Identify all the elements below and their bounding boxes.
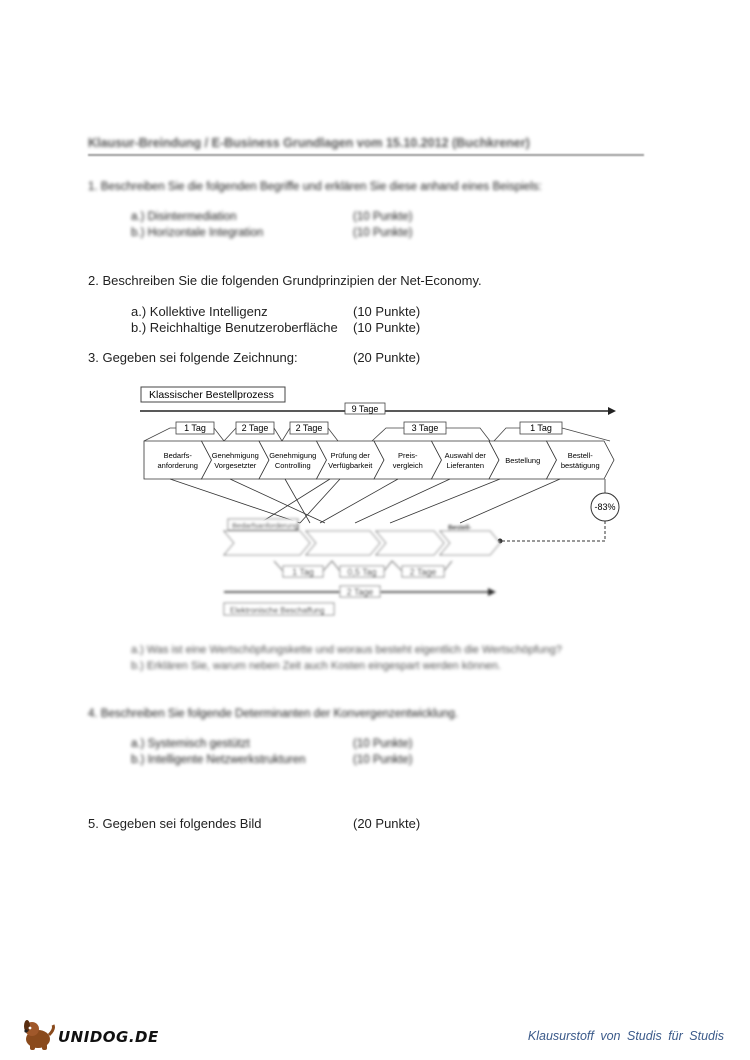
- process-step-8-label: bestätigung: [560, 461, 600, 470]
- diagram-title: Klassischer Bestellprozess: [149, 389, 274, 401]
- process-step-4-label: Prüfung der: [330, 451, 370, 460]
- header-rule: [88, 154, 644, 156]
- process-step-5: [374, 441, 442, 479]
- duration-2: 2 Tage: [241, 423, 269, 433]
- process-step-7-label: Bestellung: [505, 456, 541, 465]
- q1-item-b: b.) Horizontale Integration: [131, 227, 264, 239]
- step-connectors: [170, 479, 560, 523]
- process-step-2: [202, 441, 270, 479]
- process-step-8: [547, 441, 615, 479]
- lower-first-label: Bedarfsanforderung: [232, 521, 299, 530]
- reduction-value: -83%: [594, 502, 616, 512]
- q1-item-b-points: (10 Punkte): [353, 227, 413, 239]
- question-1: 1. Beschreiben Sie die folgenden Begriffe und erklären Sie diese anhand eines Beispiels:: [88, 181, 542, 193]
- process-step-1-label: Bedarfs-: [163, 451, 192, 460]
- process-step-3-label: Genehmigung: [269, 451, 317, 460]
- q4-item-a-points: (10 Punkte): [353, 738, 413, 750]
- duration-5: 1 Tag: [530, 423, 552, 433]
- process-step-1-label: anforderung: [157, 461, 198, 470]
- q3-question-a: a.) Was ist eine Wertschöpfungskette und woraus besteht eigentlich die Wertschöpfung?: [131, 644, 562, 656]
- process-step-6: [432, 441, 500, 479]
- dog-logo-icon: [20, 1017, 56, 1051]
- lower-total: 2 Tage: [346, 587, 374, 597]
- q2-item-a-points: (10 Punkte): [353, 304, 421, 319]
- q1-item-a-points: (10 Punkte): [353, 211, 413, 223]
- duration-boxes: [176, 422, 562, 434]
- process-step-2-label: Genehmigung: [211, 451, 259, 460]
- footer-tagline: Klausurstoff von Studis für Studis: [527, 1029, 724, 1043]
- lower-duration-3: 2 Tage: [409, 567, 437, 577]
- q2-item-a: a.) Kollektive Intelligenz: [131, 304, 268, 319]
- q4-item-b: b.) Intelligente Netzwerkstrukturen: [131, 754, 306, 766]
- process-step-3: [259, 441, 327, 479]
- q4-item-a: a.) Systemisch gestützt: [131, 738, 250, 750]
- process-step-1: [144, 441, 212, 479]
- process-step-6-label: Lieferanten: [446, 461, 485, 470]
- lower-duration-2: 0,5 Tag: [347, 567, 377, 577]
- total-days: 9 Tage: [351, 404, 379, 414]
- duration-3: 2 Tage: [295, 423, 323, 433]
- process-steps: [144, 441, 614, 479]
- process-step-6-label: Auswahl der: [444, 451, 486, 460]
- question-2: 2. Beschreiben Sie die folgenden Grundprinzipien der Net-Economy.: [88, 273, 482, 288]
- process-step-8-label: Bestell-: [567, 451, 593, 460]
- process-step-3-label: Controlling: [274, 461, 311, 470]
- q1-item-a: a.) Disintermediation: [131, 211, 237, 223]
- question-5-points: (20 Punkte): [353, 816, 421, 831]
- total-time-arrowhead: [608, 407, 616, 415]
- q2-item-b-points: (10 Punkte): [353, 320, 421, 335]
- question-4: 4. Beschreiben Sie folgende Determinanten der Konvergenzentwicklung.: [88, 708, 459, 720]
- duration-1: 1 Tag: [184, 423, 206, 433]
- process-step-5-label: Preis-: [397, 451, 418, 460]
- q4-item-b-points: (10 Punkte): [353, 754, 413, 766]
- question-3-points: (20 Punkte): [353, 350, 421, 365]
- process-step-4: [317, 441, 385, 479]
- lower-last-label: Bestell-: [448, 525, 472, 532]
- process-step-2-label: Vorgesetzter: [214, 461, 257, 470]
- process-diagram: [140, 383, 620, 623]
- q2-item-b: b.) Reichhaltige Benutzeroberfläche: [131, 320, 338, 335]
- reduction-connector: [500, 521, 605, 541]
- electronic-process: [224, 519, 500, 615]
- question-5: 5. Gegeben sei folgendes Bild: [88, 816, 262, 831]
- lower-duration-1: 1 Tag: [292, 567, 314, 577]
- q3-question-b: b.) Erklären Sie, warum neben Zeit auch Kosten eingespart werden können.: [131, 660, 501, 672]
- question-3: 3. Gegeben sei folgende Zeichnung:: [88, 350, 298, 365]
- process-step-4-label: Verfügbarkeit: [328, 461, 373, 470]
- lower-title: Elektronische Beschaffung: [230, 606, 325, 615]
- site-logo[interactable]: UNIDOG.DE: [58, 1028, 159, 1046]
- exam-header: Klausur-Breindung / E-Business Grundlagen vom 15.10.2012 (Buchkrener): [88, 136, 530, 150]
- process-step-5-label: vergleich: [392, 461, 423, 470]
- duration-4: 3 Tage: [411, 423, 439, 433]
